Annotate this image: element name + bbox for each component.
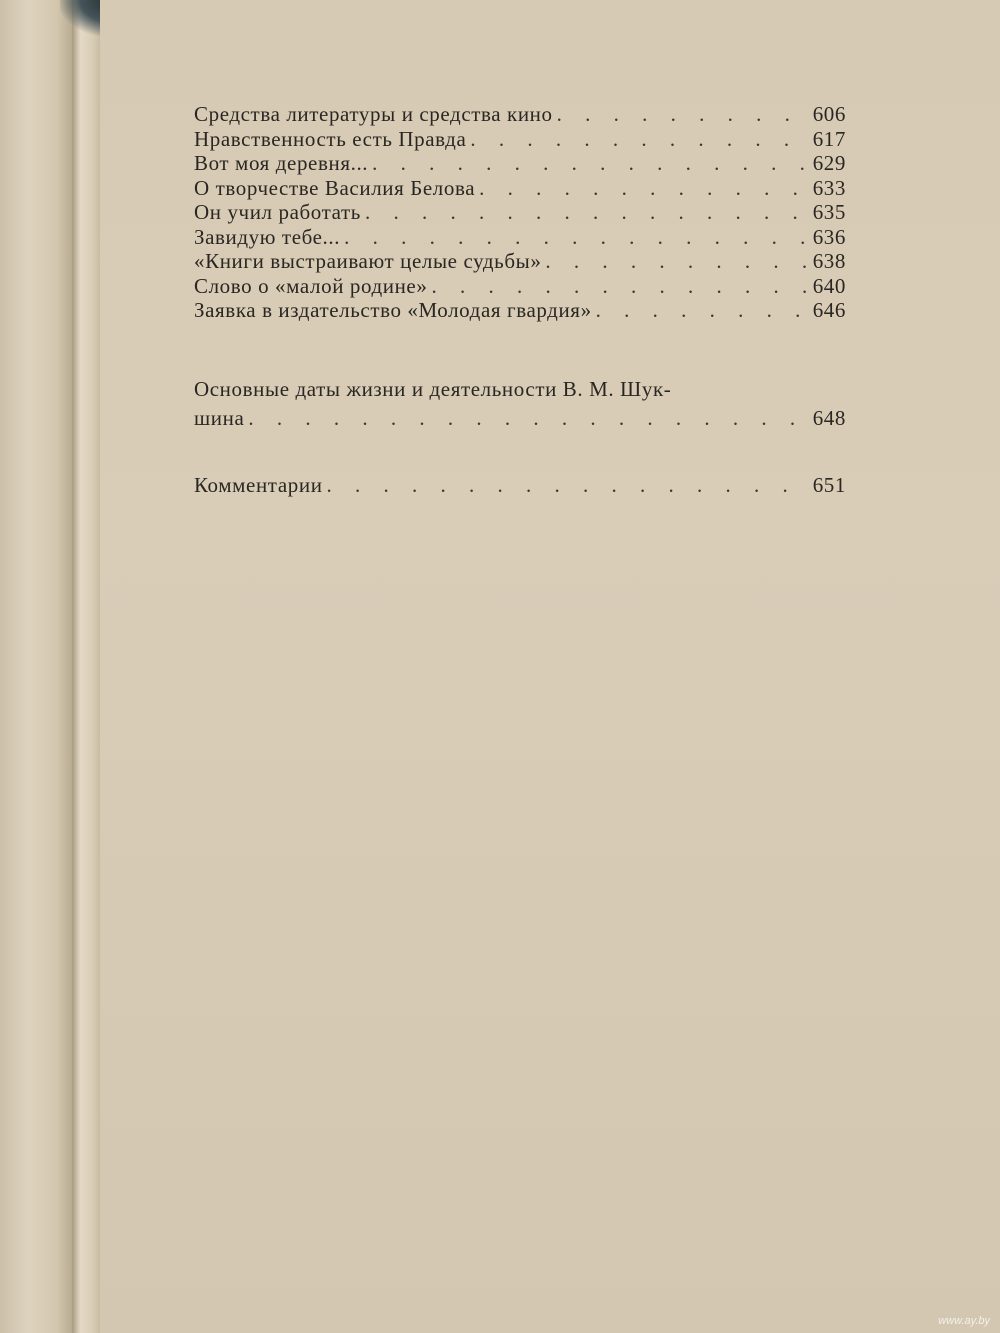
toc-entry-comments [194,473,846,498]
toc-entry-page: 651 [812,472,846,497]
toc-leader-dots [431,274,806,299]
toc-entry [194,102,846,127]
toc-entry-dates-line2 [194,404,846,433]
toc-entry-page: 629 [812,151,846,175]
toc-leader-dots [248,404,806,433]
toc-leader-dots [545,249,806,274]
toc-leader-dots [470,127,806,152]
toc-entry-title: «Книги выстраивают целые судьбы» [194,249,542,273]
toc-entry-dates-line1 [194,375,846,404]
toc-entry-title: Завидую тебе... [194,224,341,249]
toc-entry-title: Он учил работать [194,200,361,224]
toc-leader-dots [372,151,806,176]
toc-entry [194,151,846,176]
page-gutter [72,0,100,1333]
toc-entry-page: 636 [812,224,846,249]
toc-leader-dots [596,298,806,323]
toc-entry-page: 633 [812,175,846,200]
toc-leader-dots [479,176,806,201]
toc-entry [194,127,846,152]
toc-entry-title: Основные даты жизни и деятельности В. М. Шук- [194,376,672,401]
watermark: www.ay.by [938,1315,990,1327]
table-of-contents [194,102,846,497]
toc-entry [194,274,846,299]
toc-entry-title: Нравственность есть Правда [194,126,467,151]
toc-entry-page: 638 [812,249,846,273]
toc-entry-title: О творчестве Василия Белова [194,175,476,200]
toc-entry-title: Комментарии [194,472,323,497]
toc-leader-dots [327,473,806,498]
toc-entry [194,176,846,201]
toc-leader-dots [344,225,806,250]
toc-entry-title: Средства литературы и средства кино [194,102,553,126]
toc-entry-page: 606 [812,102,846,126]
toc-entry [194,200,846,225]
toc-leader-dots [365,200,806,225]
toc-entry [194,298,846,323]
toc-entry-page: 635 [812,200,846,224]
toc-entry-page: 648 [812,405,846,430]
toc-entry-title: Заявка в издательство «Молодая гвардия» [194,298,592,322]
toc-entry-page: 646 [812,298,846,322]
toc-entry-title: Вот моя деревня... [194,151,369,175]
toc-entry [194,249,846,274]
toc-entry-title: Слово о «малой родине» [194,273,428,298]
toc-leader-dots [557,102,806,127]
toc-entry [194,225,846,250]
toc-entry-page: 617 [812,126,846,151]
toc-entry-title-continued: шина [194,405,245,430]
book-spine-edge [0,0,72,1333]
toc-entry-page: 640 [812,273,846,298]
